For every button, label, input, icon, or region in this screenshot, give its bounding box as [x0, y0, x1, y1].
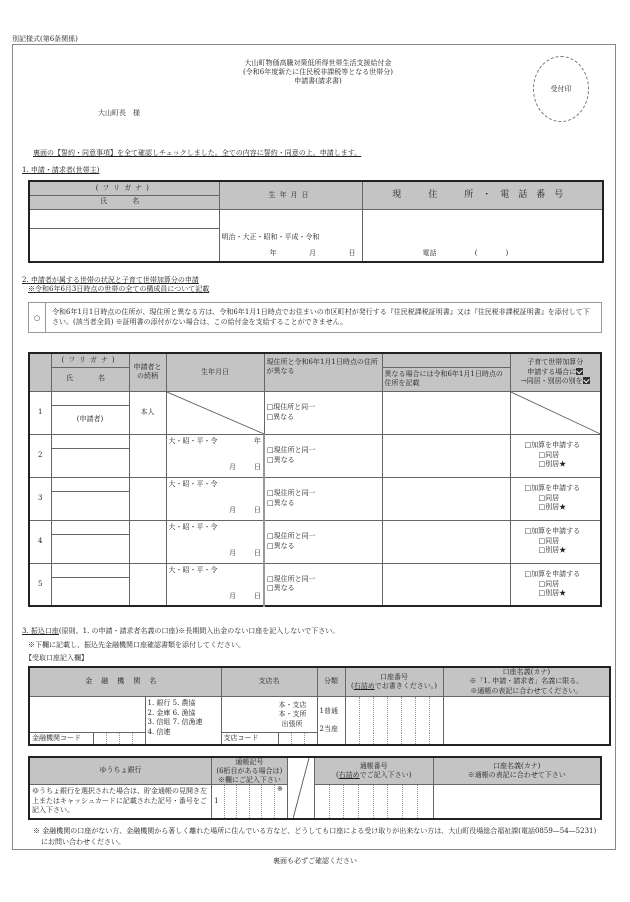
row-number: 3	[29, 477, 51, 520]
era-options: 明治・大正・昭和・平成・令和	[221, 233, 320, 242]
section2-subheading: ※令和6年6月3日時点の世帯の全ての構成員について記載	[28, 285, 210, 293]
day-label: 日	[254, 462, 261, 471]
member-name-field[interactable]: (申請者)	[51, 405, 129, 434]
member-birth-field[interactable]	[166, 434, 264, 477]
year-label: 年	[254, 436, 261, 445]
branch-name-field[interactable]	[221, 697, 317, 733]
address-diff-options	[264, 520, 382, 563]
yucho-separator-disabled	[287, 757, 314, 819]
apply-addon-checkbox[interactable]: □加算を申請する	[524, 527, 581, 536]
month-label: 月	[229, 462, 236, 471]
phone-parens: ( )	[474, 248, 509, 257]
member-birth-field-disabled	[166, 391, 264, 434]
child-addon-options	[510, 434, 601, 477]
furigana-header: (フリガナ)	[29, 181, 219, 195]
month-label: 月	[309, 248, 316, 257]
section2-heading: 2. 申請者が属する世帯の状況と子育て世帯加算分の申請	[22, 276, 199, 284]
branch-code-digit[interactable]	[278, 733, 291, 745]
address-phone-header: 現 住 所・電話番号	[362, 181, 603, 209]
stamp-label: 受付印	[550, 85, 572, 93]
previous-address-field[interactable]	[382, 434, 510, 477]
account-type-option[interactable]: 1普通	[319, 707, 338, 716]
phone-label: 電話	[422, 248, 437, 257]
address-record-header: 異なる場合には令和6年1月1日時点の住所を記載	[382, 367, 510, 391]
account-digit[interactable]	[359, 697, 373, 745]
yucho-bank-header: ゆうちょ銀行	[29, 757, 212, 785]
section3-heading	[22, 628, 339, 635]
branch-code-digit[interactable]	[291, 733, 304, 745]
branch-type-option[interactable]: 本・支所	[278, 710, 307, 719]
passbook-symbol-first-digit: 1	[212, 785, 225, 819]
child-addon-field-disabled	[510, 391, 601, 434]
era-options: 大・昭・平・令	[168, 479, 218, 488]
notice-bullet: ○	[29, 303, 46, 332]
checked-box-icon	[583, 377, 590, 384]
account-digit[interactable]	[387, 697, 401, 745]
passbook-symbol-header: 通帳記号 (6桁目がある場合は) ※欄にご記入下さい	[212, 757, 288, 785]
name-header: 氏 名	[29, 195, 219, 209]
checked-box-icon	[576, 368, 583, 375]
address-diff-header: 現住所と令和6年1月1日時点の住所が異なる	[264, 353, 382, 391]
different-address-checkbox[interactable]: □異なる	[267, 541, 295, 550]
month-label: 月	[229, 591, 236, 600]
previous-address-field[interactable]	[382, 563, 510, 606]
relation-field[interactable]	[129, 477, 166, 520]
living-separately-checkbox[interactable]: □別居★	[538, 588, 567, 597]
child-addon-options	[510, 563, 601, 606]
apply-addon-checkbox[interactable]: □加算を申請する	[524, 570, 581, 579]
account-type-options	[317, 697, 345, 745]
passbook-symbol-digit[interactable]	[237, 785, 250, 819]
footer-reminder: 裏面も必ずご確認ください	[273, 857, 357, 865]
bank-type-option[interactable]: 3. 信組 7. 信漁連	[147, 718, 203, 727]
household-table	[28, 352, 602, 607]
same-address-checkbox[interactable]: □現住所と同一	[267, 446, 316, 455]
address-diff-options	[264, 434, 382, 477]
child-addon-options	[510, 520, 601, 563]
section1-heading: 1. 申請・請求者(世帯主)	[22, 166, 100, 174]
account-box-title: 【受取口座記入欄】	[25, 654, 88, 662]
relation-field[interactable]	[129, 563, 166, 606]
passbook-number-header: 通帳番号 (右詰めでご記入下さい)	[314, 757, 433, 785]
title-line3: 申請書(請求書)	[294, 77, 342, 85]
row-number-header	[29, 353, 51, 391]
bank-type-option[interactable]: 4. 信連	[147, 727, 171, 736]
member-name-field[interactable]	[51, 577, 129, 606]
member-birth-header: 生年月日	[166, 353, 264, 391]
title-line1: 大山町物価高騰対策低所得世帯生活支援給付金	[244, 59, 392, 67]
bank-type-options	[145, 697, 221, 745]
same-address-checkbox[interactable]: □現住所と同一	[267, 532, 316, 541]
account-digit[interactable]	[401, 697, 415, 745]
member-furigana-header: (フリガナ)	[51, 353, 129, 367]
living-together-checkbox[interactable]: □同居	[538, 450, 560, 459]
child-addon-header: 子育て世帯加算分 申請する場合に →同居・別居の別を	[510, 353, 601, 391]
different-address-checkbox[interactable]: □異なる	[267, 498, 295, 507]
era-options: 大・昭・平・令	[168, 565, 218, 574]
member-furigana-field[interactable]	[51, 391, 129, 405]
passbook-number-digit[interactable]	[388, 785, 403, 819]
yucho-holder-field[interactable]	[433, 785, 601, 819]
month-label: 月	[229, 505, 236, 514]
row-number: 2	[29, 434, 51, 477]
yucho-account-table	[28, 756, 602, 820]
account-type-option[interactable]: 2当座	[319, 724, 338, 733]
apply-addon-checkbox[interactable]: □加算を申請する	[524, 484, 581, 493]
different-address-checkbox[interactable]: □異なる	[267, 455, 295, 464]
account-holder-header: 口座名義(カナ) ※「1. 申請・請求者」名義に限る。 ※通帳の表記に合わせてください。	[443, 667, 610, 697]
living-together-checkbox[interactable]: □同居	[538, 493, 560, 502]
yucho-instructions: ゆうちょ銀行を選択された場合は、貯金通帳の見開き左上またはキャッシュカードに記載された記号・番号をご記入下さい。	[29, 785, 212, 819]
relation-field[interactable]	[129, 434, 166, 477]
member-name-field[interactable]	[51, 534, 129, 563]
year-label: 年	[269, 248, 277, 257]
addressee: 大山町長 様	[98, 109, 140, 117]
day-label: 日	[254, 548, 261, 557]
passbook-symbol-digit[interactable]	[224, 785, 237, 819]
branch-type-option[interactable]: 出張所	[281, 719, 303, 728]
account-digit[interactable]	[373, 697, 387, 745]
member-furigana-field[interactable]	[51, 434, 129, 448]
name-field[interactable]	[29, 228, 219, 262]
section3-note: ※下欄に記載し、振込先金融機関口座確認書類を添付してください。	[28, 641, 245, 649]
address-diff-options	[264, 477, 382, 520]
notice-text: 令和6年1月1日時点の住所が、現住所と異なる方は、令和6年1月1日時点でお住まいの市区町村が発行する『住民税課税証明書』又は『住民税非課税証明書』を添付して下さい。(該当者全員) ※証明書の添付がない場合は、この給付金を支給することができません。	[52, 308, 590, 327]
bank-name-header: 金融機関名	[29, 667, 221, 697]
member-furigana-field[interactable]	[51, 520, 129, 534]
member-furigana-field[interactable]	[51, 477, 129, 491]
apply-addon-checkbox[interactable]: □加算を申請する	[524, 441, 581, 450]
passbook-number-digit[interactable]	[373, 785, 388, 819]
form-label: 別記様式(第6条関係)	[12, 35, 78, 43]
living-together-checkbox[interactable]: □同居	[538, 579, 560, 588]
branch-code-label: 支店コード	[221, 733, 278, 745]
different-address-checkbox[interactable]: □異なる	[266, 412, 295, 421]
different-address-checkbox[interactable]: □異なる	[267, 584, 295, 593]
branch-type-option[interactable]: 本・支店	[278, 700, 307, 709]
row-number: 4	[29, 520, 51, 563]
pledge-statement: 裏面の【誓約・同意事項】を全て確認しチェックしました。全ての内容に誓約・同意の上、申請します。	[33, 149, 362, 157]
passbook-number-digit[interactable]	[358, 785, 373, 819]
account-number-header: 口座番号 (右詰めでお書きください。)	[345, 667, 443, 697]
birthdate-field[interactable]	[219, 209, 362, 262]
passbook-number-digit[interactable]	[314, 785, 329, 819]
section3-heading-rest: (原則、1. の申請・請求者名義の口座)※長期間入出金のない口座を記入しないで下さい。	[58, 627, 340, 635]
passbook-symbol-digit[interactable]	[262, 785, 275, 819]
passbook-number-digit[interactable]	[403, 785, 418, 819]
bank-code-digit[interactable]	[93, 733, 106, 745]
bank-code-digit[interactable]	[132, 733, 145, 745]
month-label: 月	[229, 548, 236, 557]
account-type-header: 分類	[317, 667, 345, 697]
section3-heading-underlined: 3. 振込口座	[22, 627, 59, 635]
birthdate-header: 生年月日	[219, 181, 362, 209]
relation-field: 本人	[129, 391, 166, 434]
yucho-holder-header: 口座名義(カナ) ※通帳の表記に合わせて下さい	[433, 757, 601, 785]
member-name-header: 氏 名	[51, 367, 129, 391]
member-birth-field[interactable]	[166, 520, 264, 563]
member-birth-field[interactable]	[166, 563, 264, 606]
same-address-checkbox[interactable]: □現住所と同一	[267, 489, 316, 498]
title-line2: (令和6年度新たに住民税非課税等となる世帯分)	[243, 68, 393, 76]
no-account-footnote: ※ 金融機関の口座がない方、金融機関から著しく離れた場所に住んでいる方など、どうしても口座による受け取りが出来ない方は、大山町役場総合福祉課(電話0859—54—5231)にお問い合わせください。	[33, 827, 597, 846]
member-name-field[interactable]	[51, 448, 129, 477]
same-address-checkbox[interactable]: □現住所と同一	[266, 403, 316, 412]
bank-type-option[interactable]: 1. 銀行 5. 農協	[147, 699, 196, 708]
bank-name-field[interactable]	[29, 697, 145, 733]
passbook-symbol-digit[interactable]	[249, 785, 262, 819]
previous-address-field[interactable]	[382, 391, 510, 434]
living-together-checkbox[interactable]: □同居	[538, 536, 560, 545]
account-digit[interactable]	[345, 697, 359, 745]
member-birth-field[interactable]	[166, 477, 264, 520]
bank-code-digit[interactable]	[119, 733, 132, 745]
address-diff-options	[264, 391, 382, 434]
address-record-header-top	[382, 353, 510, 367]
day-label: 日	[254, 591, 261, 600]
row-number: 1	[29, 391, 51, 434]
living-separately-checkbox[interactable]: □別居★	[538, 503, 567, 512]
account-holder-field[interactable]	[443, 697, 610, 745]
passbook-number-digit[interactable]	[329, 785, 344, 819]
bank-code-label: 金融機関コード	[29, 733, 93, 745]
branch-code-digit[interactable]	[304, 733, 317, 745]
bank-type-option[interactable]: 2. 金庫 6. 漁協	[147, 708, 196, 717]
child-addon-options	[510, 477, 601, 520]
passbook-symbol-sixth-digit[interactable]: ※	[274, 785, 287, 819]
passbook-number-digit[interactable]	[344, 785, 359, 819]
relation-field[interactable]	[129, 520, 166, 563]
living-separately-checkbox[interactable]: □別居★	[538, 460, 567, 469]
era-options: 大・昭・平・令	[168, 436, 218, 445]
day-label: 日	[254, 505, 261, 514]
member-name-field[interactable]	[51, 491, 129, 520]
previous-address-field[interactable]	[382, 520, 510, 563]
reception-stamp-area	[533, 56, 589, 122]
era-options: 大・昭・平・令	[168, 522, 218, 531]
address-diff-options	[264, 563, 382, 606]
day-label: 日	[348, 248, 356, 257]
passbook-number-digit[interactable]	[417, 785, 433, 819]
applicant-table	[28, 180, 604, 263]
bank-code-digit[interactable]	[106, 733, 119, 745]
furigana-field[interactable]	[29, 209, 219, 228]
notice-box	[28, 302, 602, 333]
relation-header: 申請者との続柄	[129, 353, 166, 391]
member-furigana-field[interactable]	[51, 563, 129, 577]
previous-address-field[interactable]	[382, 477, 510, 520]
account-digit[interactable]	[415, 697, 429, 745]
address-phone-field[interactable]	[362, 209, 603, 262]
branch-name-header: 支店名	[221, 667, 317, 697]
account-digit[interactable]	[429, 697, 443, 745]
same-address-checkbox[interactable]: □現住所と同一	[267, 574, 316, 583]
bank-account-table	[28, 666, 611, 746]
living-separately-checkbox[interactable]: □別居★	[538, 546, 567, 555]
row-number: 5	[29, 563, 51, 606]
